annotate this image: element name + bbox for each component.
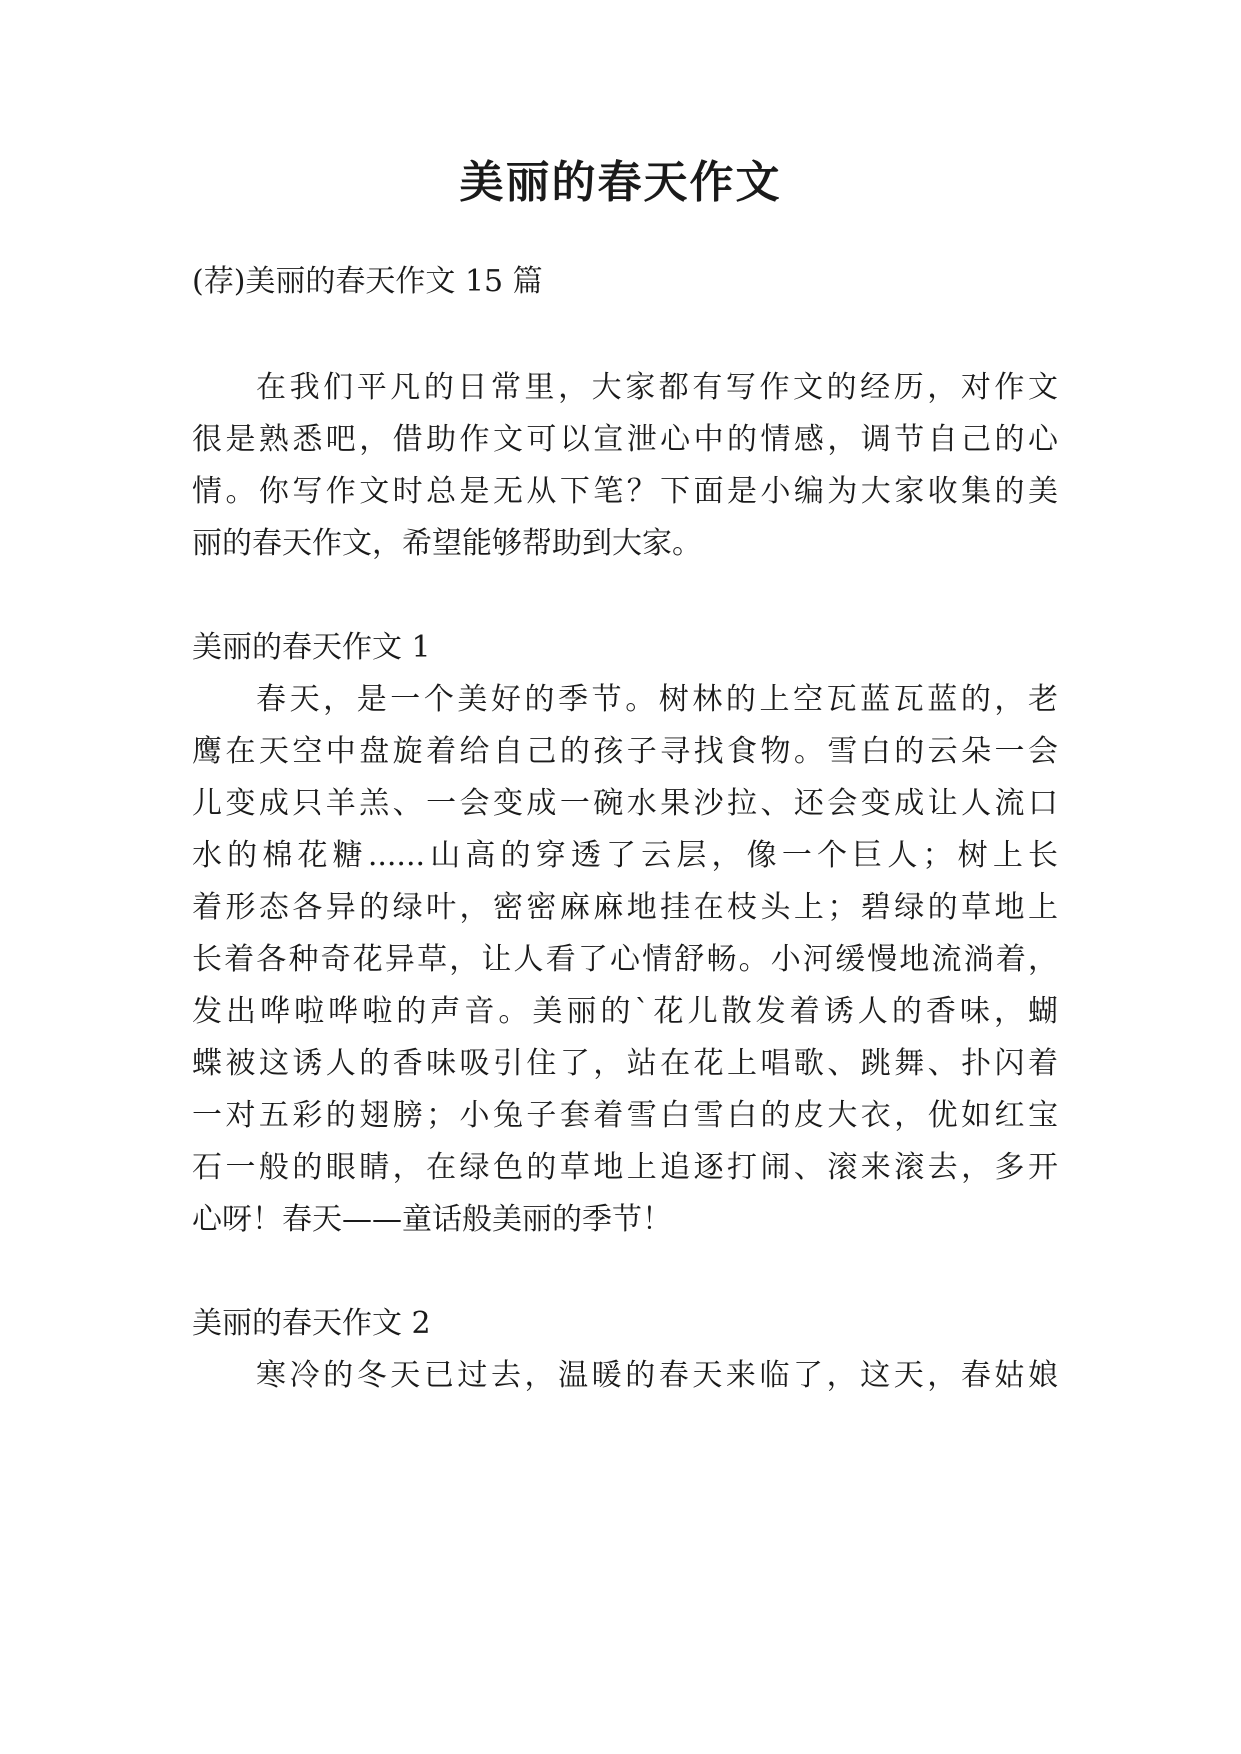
intro-line: 情。你写作文时总是无从下笔？下面是小编为大家收集的美 <box>192 474 1058 509</box>
intro-line: 很是熟悉吧，借助作文可以宣泄心中的情感，调节自己的心 <box>192 422 1058 457</box>
essay1-line: 春天，是一个美好的季节。树林的上空瓦蓝瓦蓝的，老 <box>256 682 1058 717</box>
essay1-heading: 美丽的春天作文 1 <box>192 630 431 665</box>
intro-line: 丽的春天作文，希望能够帮助到大家。 <box>192 526 702 561</box>
essay1-line: 儿变成只羊羔、一会变成一碗水果沙拉、还会变成让人流口 <box>192 786 1058 821</box>
essay1-line: 一对五彩的翅膀；小兔子套着雪白雪白的皮大衣，优如红宝 <box>192 1098 1058 1133</box>
essay1-line: 长着各种奇花异草，让人看了心情舒畅。小河缓慢地流淌着， <box>192 942 1058 977</box>
essay1-line: 石一般的眼睛，在绿色的草地上追逐打闹、滚来滚去，多开 <box>192 1150 1058 1185</box>
essay1-line: 鹰在天空中盘旋着给自己的孩子寻找食物。雪白的云朵一会 <box>192 734 1058 769</box>
essay2-line: 寒冷的冬天已过去，温暖的春天来临了，这天，春姑娘 <box>256 1358 1058 1393</box>
essay1-line: 着形态各异的绿叶，密密麻麻地挂在枝头上；碧绿的草地上 <box>192 890 1058 925</box>
subtitle: (荐)美丽的春天作文 15 篇 <box>192 264 543 299</box>
document-title: 美丽的春天作文 <box>459 157 782 208</box>
essay1-line: 发出哗啦哗啦的声音。美丽的`花儿散发着诱人的香味，蝴 <box>192 994 1058 1029</box>
intro-line: 在我们平凡的日常里，大家都有写作文的经历，对作文 <box>256 370 1058 405</box>
essay1-line: 水的棉花糖......山高的穿透了云层，像一个巨人；树上长 <box>192 838 1058 873</box>
essay2-heading: 美丽的春天作文 2 <box>192 1306 431 1341</box>
essay1-line: 心呀！春天——童话般美丽的季节！ <box>192 1202 672 1237</box>
essay1-line: 蝶被这诱人的香味吸引住了，站在花上唱歌、跳舞、扑闪着 <box>192 1046 1058 1081</box>
